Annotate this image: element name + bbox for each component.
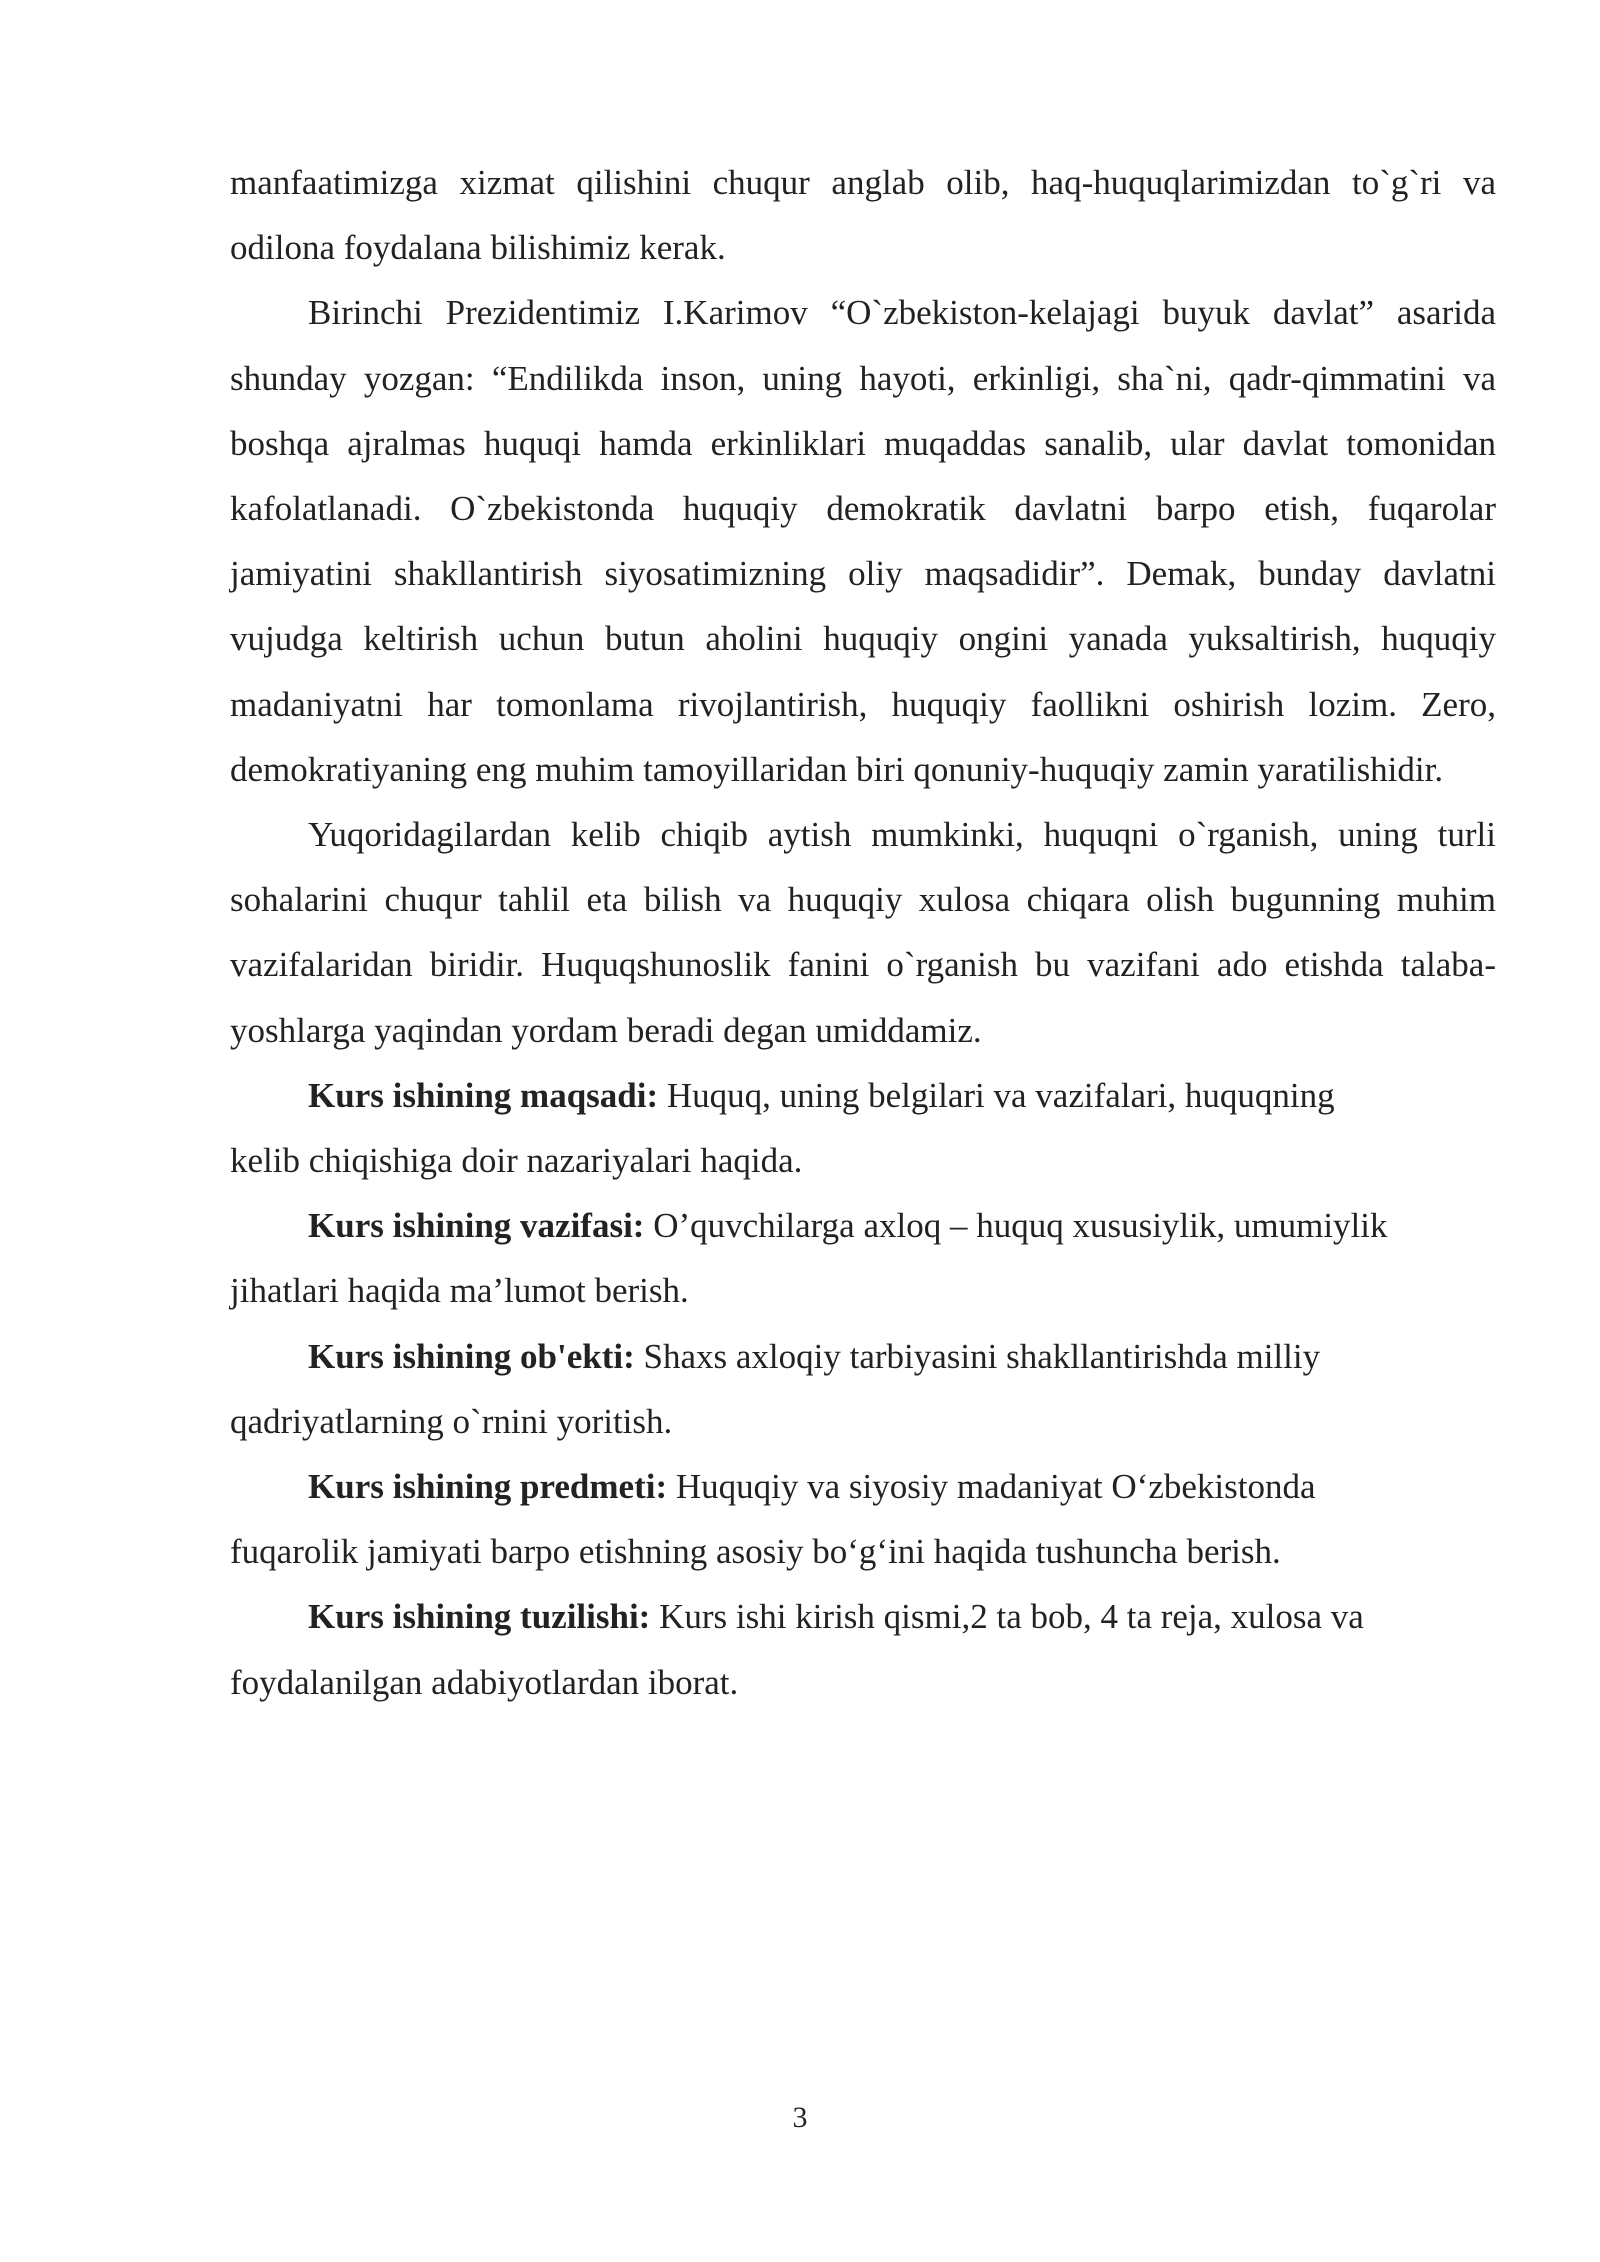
course-item-purpose [230,1063,1496,1128]
body-text [230,150,1496,1715]
course-item-label: Kurs ishining maqsadi: [308,1075,659,1115]
page-number: 3 [792,2101,808,2134]
paragraph-karimov-quote: Birinchi Prezidentimiz I.Karimov “O`zbekiston-kelajagi buyuk davlat” asarida shunday yozgan: “Endilikda inson, uning hayoti, erkinligi, sha`ni, qadr-qimmatini va boshqa ajralmas huquqi hamda erkinliklari muqaddas sanalib, ular davlat tomonidan kafolatlanadi. O`zbekistonda huquqiy demokratik davlatni barpo etish, fuqarolar jamiyatini shakllantirish siyosatimizning oliy maqsadidir”. Demak, bunday davlatni vujudga keltirish uchun butun aholini huquqiy ongini yanada yuksaltirish, huquqiy madaniyatni har tomonlama rivojlantirish, huquqiy faollikni oshirish lozim. Zero, demokratiyaning eng muhim tamoyillaridan biri qonuniy-huquqiy zamin yaratilishidir. [230,293,1496,789]
course-item-task [230,1193,1496,1258]
course-item-text: Shaxs axloqiy tarbiyasini shakllantirishda milliy [634,1336,1321,1376]
course-item-text: Huquq, uning belgilari va vazifalari, huquqning [658,1075,1335,1115]
course-item-label: Kurs ishining tuzilishi: [308,1597,651,1637]
course-item-label: Kurs ishining vazifasi: [308,1206,645,1246]
course-item-text: O’quvchilarga axloq – huquq xususiylik, umumiylik [644,1206,1388,1246]
course-item-subject [230,1454,1496,1519]
course-item-object [230,1324,1496,1389]
course-item-object-cont: qadriyatlarning o`rnini yoritish. [230,1401,673,1441]
course-item-purpose-cont: kelib chiqishiga doir nazariyalari haqida. [230,1141,803,1181]
course-item-label: Kurs ishining ob'ekti: [308,1336,635,1376]
course-item-task-cont: jihatlari haqida ma’lumot berish. [230,1271,689,1311]
paragraph-continuation: manfaatimizga xizmat qilishini chuqur anglab olib, haq-huquqlarimizdan to`g`ri va odilona foydalana bilishimiz kerak. [230,163,1496,268]
course-item-text: Huquqiy va siyosiy madaniyat O‘zbekistonda [667,1467,1316,1507]
course-item-label: Kurs ishining predmeti: [308,1467,668,1507]
course-item-structure-cont: foydalanilgan adabiyotlardan iborat. [230,1662,739,1702]
course-item-structure [230,1584,1496,1649]
course-item-subject-cont: fuqarolik jamiyati barpo etishning asosiy bo‘g‘ini haqida tushuncha berish. [230,1532,1281,1572]
paragraph-conclusion: Yuqoridagilardan kelib chiqib aytish mumkinki, huquqni o`rganish, uning turli sohalarini chuqur tahlil eta bilish va huquqiy xulosa chiqara olish bugunning muhim vazifalaridan biridir. Huquqshunoslik fanini o`rganish bu vazifani ado etishda talaba-yoshlarga yaqindan yordam beradi degan umiddamiz. [230,815,1496,1050]
course-item-text: Kurs ishi kirish qismi,2 ta bob, 4 ta reja, xulosa va [650,1597,1364,1637]
